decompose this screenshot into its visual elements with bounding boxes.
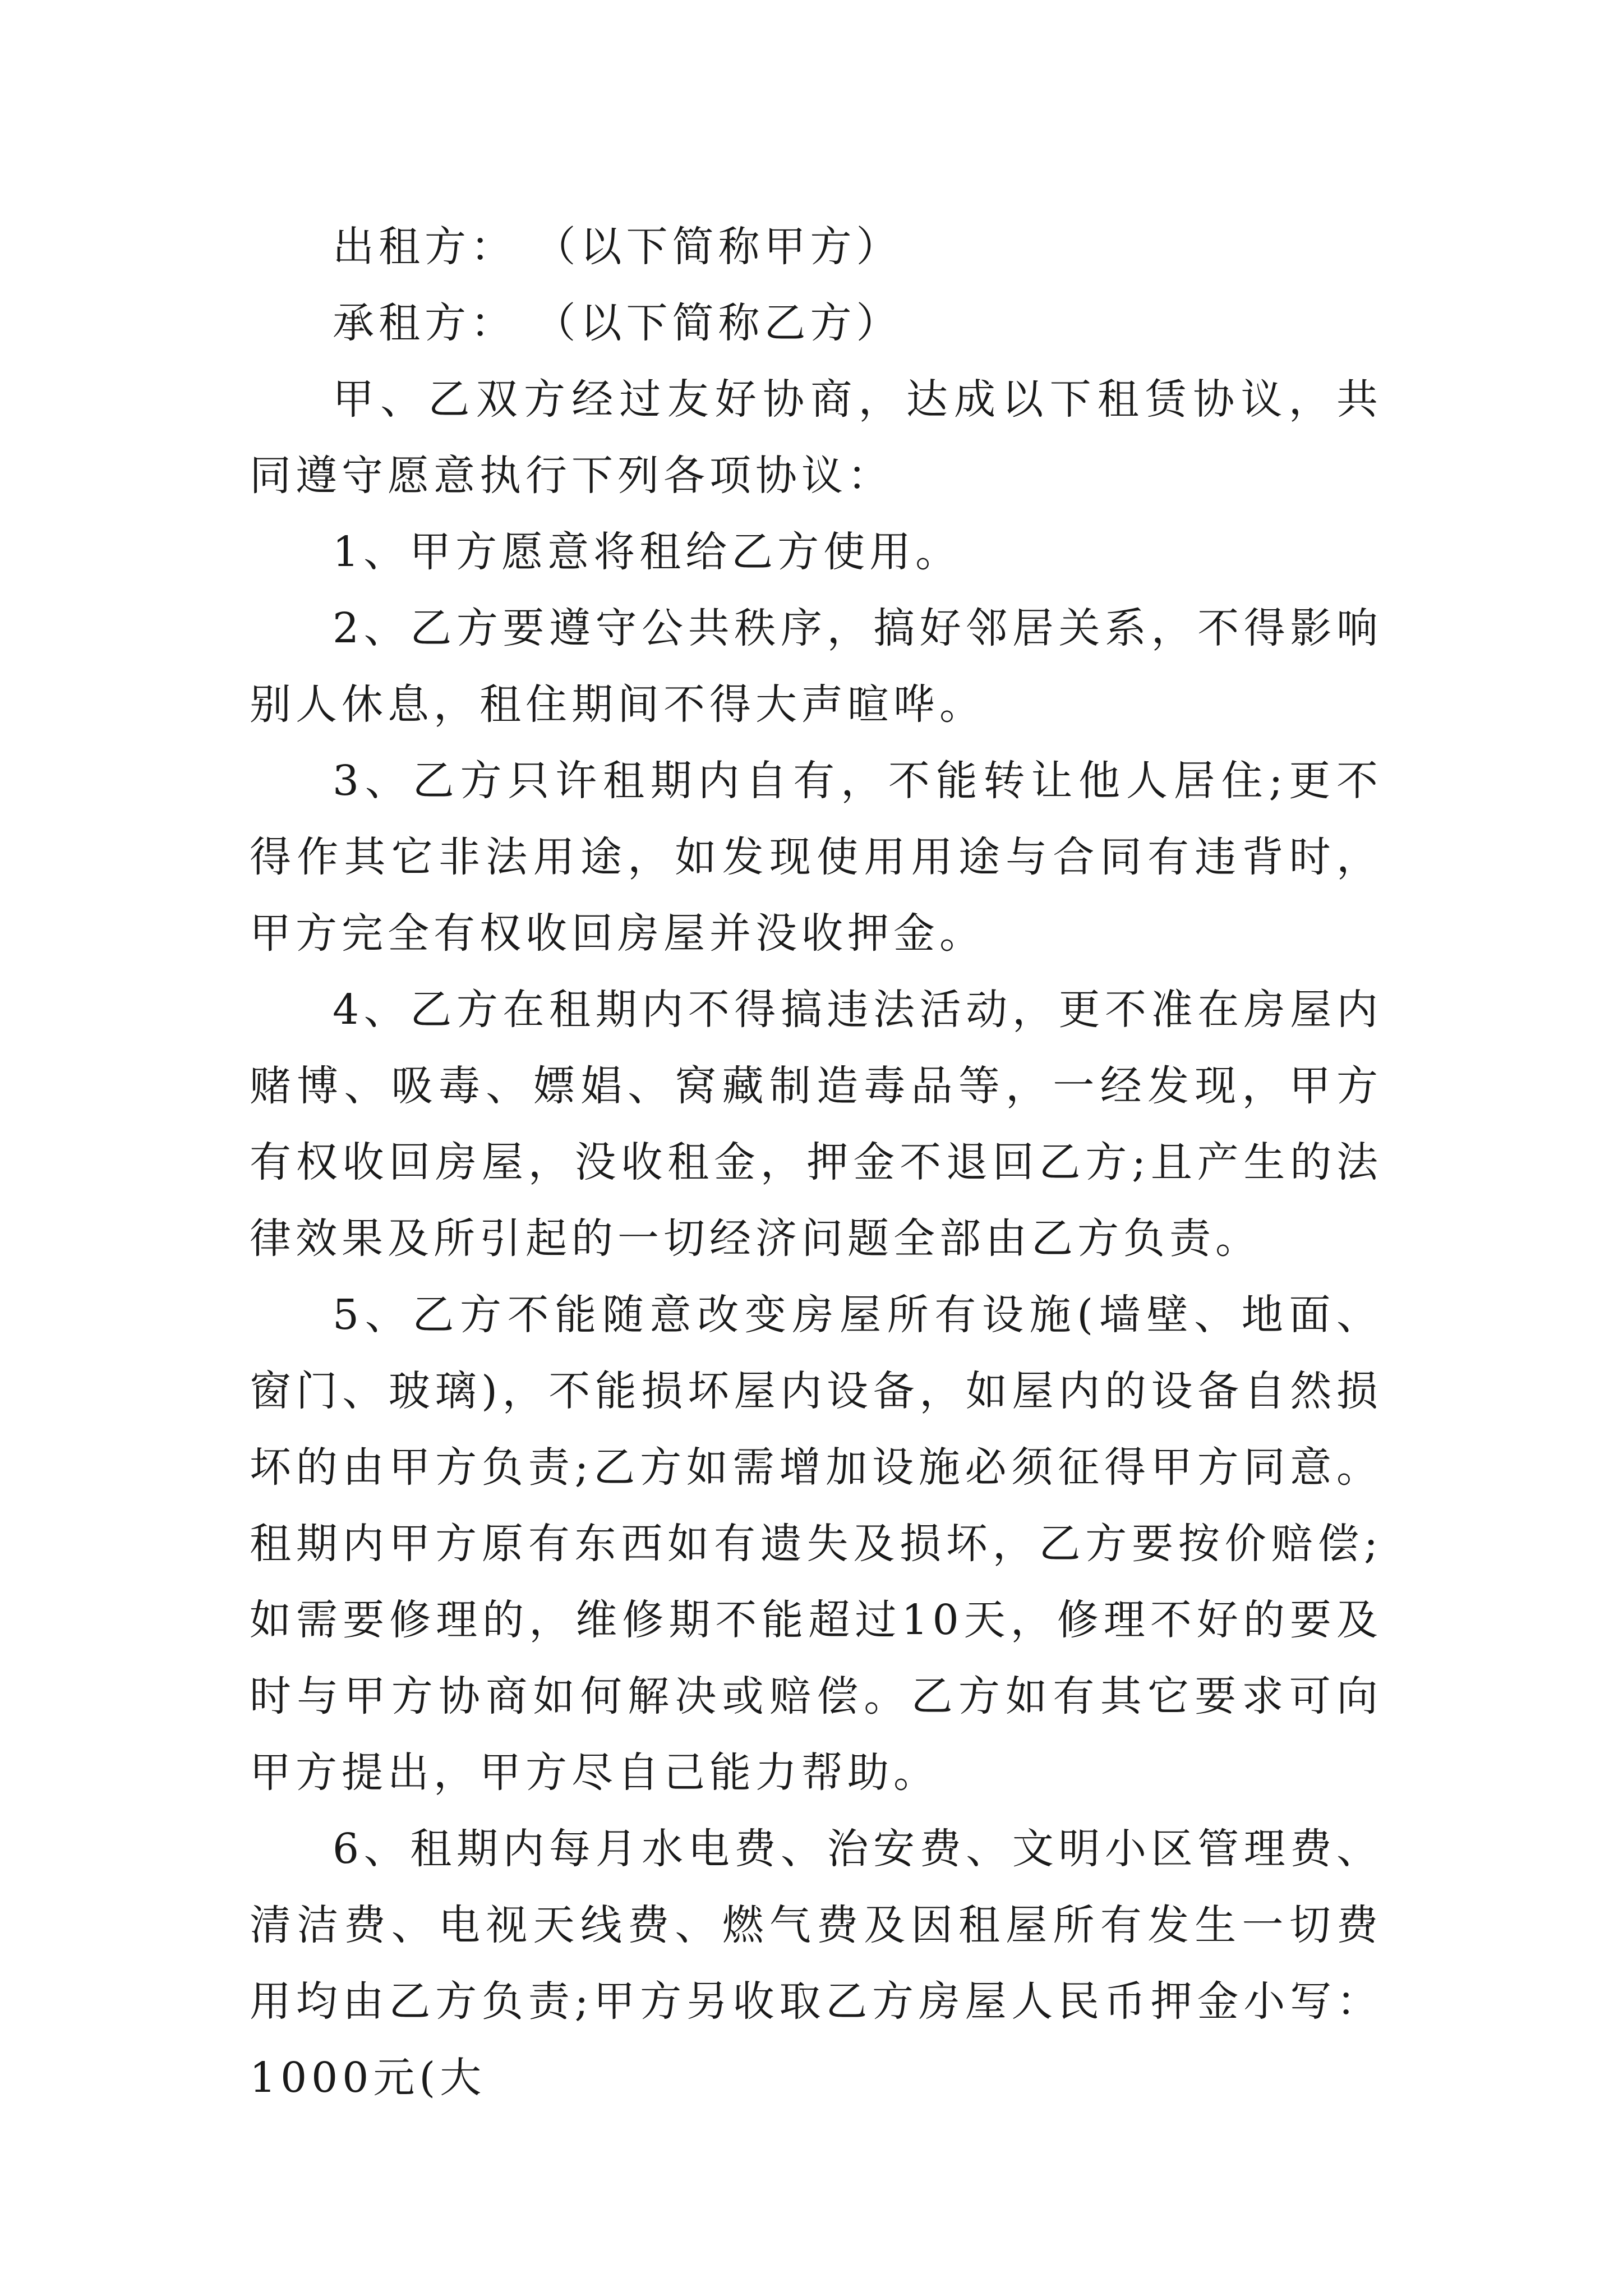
clause-5: 5、乙方不能随意改变房屋所有设施(墙壁、地面、窗门、玻璃)，不能损坏屋内设备，如屋内的设备自然损坏的由甲方负责;乙方如需增加设施必须征得甲方同意。租期内甲方原有东西如有遗失及损坏，乙方要按价赔偿;如需要修理的，维修期不能超过10天，修理不好的要及时与甲方协商如何解决或赔偿。乙方如有其它要求可向甲方提出，甲方尽自己能力帮助。 <box>250 1291 1382 1797</box>
clause-3: 3、乙方只许租期内自有，不能转让他人居住;更不得作其它非法用途，如发现使用用途与合同有违背时，甲方完全有权收回房屋并没收押金。 <box>250 757 1382 958</box>
clause-6: 6、租期内每月水电费、治安费、文明小区管理费、清洁费、电视天线费、燃气费及因租屋所有发生一切费用均由乙方负责;甲方另收取乙方房屋人民币押金小写：1000元(大 <box>250 1825 1382 2102</box>
lessee-line: 承租方： （以下简称乙方） <box>333 299 902 347</box>
lessor-line: 出租方： （以下简称甲方） <box>333 223 902 271</box>
contract-body <box>250 209 1382 2116</box>
clause-4: 4、乙方在租期内不得搞违法活动，更不准在房屋内赌博、吸毒、嫖娼、窝藏制造毒品等，一经发现，甲方有权收回房屋，没收租金，押金不退回乙方;且产生的法律效果及所引起的一切经济问题全部由乙方负责。 <box>250 986 1382 1263</box>
intro-paragraph: 甲、乙双方经过友好协商，达成以下租赁协议，共同遵守愿意执行下列各项协议： <box>250 375 1382 500</box>
clause-2: 2、乙方要遵守公共秩序，搞好邻居关系，不得影响别人休息，租住期间不得大声暄哗。 <box>250 604 1382 729</box>
clause-1: 1、甲方愿意将租给乙方使用。 <box>333 528 962 576</box>
